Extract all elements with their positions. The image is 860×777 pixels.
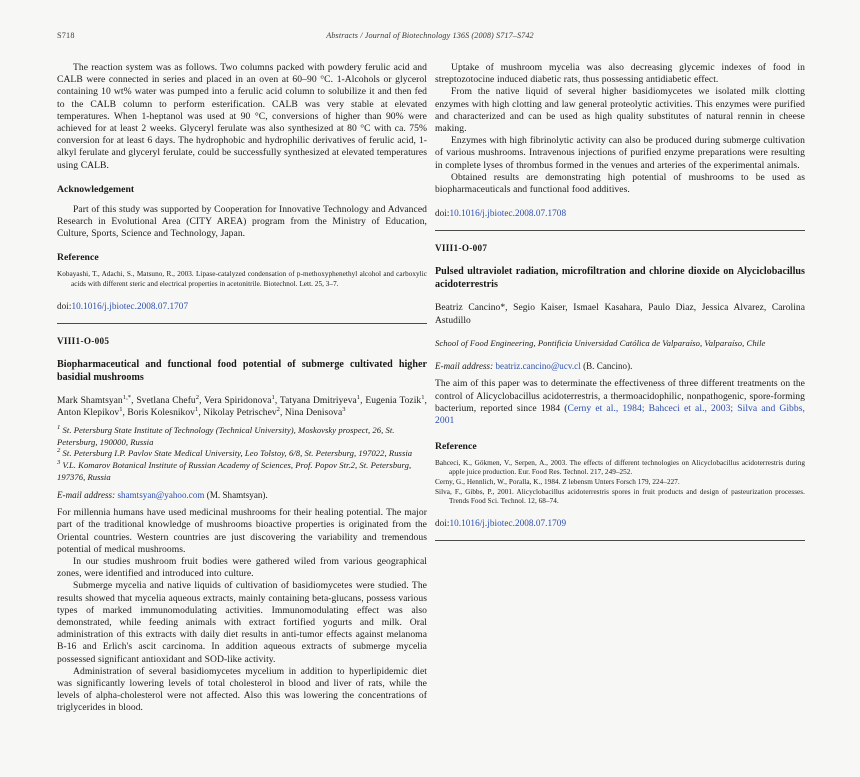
continued-paragraph: Enzymes with high fibrinolytic activity can also be produced during submerge cultivation of various mushrooms. Intravenous injections of purified enzyme preparations were resulting in complete lyses of thrombus formed in the venues and arteries of the experimental animals.: [435, 135, 805, 171]
inline-citation[interactable]: Cerny et al., 1984; Bahceci et al., 2003; Silva and Gibbs, 2001: [435, 402, 805, 427]
author-list: Mark Shamtsyan$^{1,*}$, Svetlana Chefu$^2$, Vera Spiridonova$^1$, Tatyana Dmitriyeva$^1$, Eugenia Tozik$^1$, Anton Klepikov$^1$, Boris Kolesnikov$^1$, Nikolay Petrischev$^2$, Nina Denisova$^3$: [57, 393, 427, 418]
affil-marker: 1: [57, 424, 61, 432]
reference-list: [435, 459, 805, 505]
email-address-link[interactable]: beatriz.cancino@ucv.cl: [495, 361, 581, 372]
acknowledgement-heading: Acknowledgement: [57, 183, 135, 195]
affil-marker: 1,*: [122, 393, 132, 401]
body-segment: The aim of this paper was to determinate the effectiveness of three different treatments on the control of Alicyclobacillus acidoterrestris, a thermoacidophilic, nonpathogenic, spore-forming bacterium, reported since 1984 (: [435, 378, 805, 414]
abstract-title: Biopharmaceutical and functional food potential of submerge cultivated higher basidial mushrooms: [57, 358, 427, 383]
doi-line: [435, 207, 805, 219]
reference-item: Bahceci, K., Gökmen, V., Serpen, A., 2003. The effects of different technologies on Alicyclobacillus acidoterrestris during apple juice production. Eur. Food Res. Technol. 217, 249–252.: [435, 459, 805, 477]
affil-marker: 1: [194, 405, 199, 413]
email-owner: (M. Shamtsyan).: [206, 490, 268, 501]
email-address-link[interactable]: shamtsyan@yahoo.com: [117, 490, 205, 501]
affiliation-item: $^3$ V.L. Komarov Botanical Institute of Russian Academy of Sciences, Prof. Popov Str.2, St. Petersburg, 197376, Russia: [57, 459, 412, 482]
doi-label: doi:: [435, 517, 450, 528]
affiliation-item: $^1$ St. Petersburg State Institute of Technology (Technical University), Moskovsky prospect, 26, St. Petersburg, 190000, Russia: [57, 424, 395, 447]
reference-item: Silva, F., Gibbs, P., 2001. Alicyclobacillus acidoterrestris spores in fruit products and design of pasteurization processes. Trends Food Sci. Technol. 12, 68–74.: [435, 487, 805, 505]
abstract-id: VIII1-O-005: [57, 335, 110, 346]
reference-heading: Reference: [57, 252, 99, 264]
email-line: [57, 489, 427, 501]
author-list: Beatriz Cancino*, Segio Kaiser, Ismael Kasahara, Paulo Diaz, Jessica Alvarez, Carolina Astudillo: [435, 303, 805, 326]
affil-marker: 1: [356, 393, 361, 401]
affil-marker: 3: [342, 405, 346, 413]
doi-label: doi:: [57, 300, 72, 311]
email-line: [435, 360, 805, 372]
reference-list: [57, 270, 427, 288]
doi-link[interactable]: 10.1016/j.jbiotec.2008.07.1708: [449, 208, 567, 219]
affil-marker: 2: [276, 405, 280, 413]
right-column: [435, 62, 805, 541]
continued-paragraph: Obtained results are demonstrating high potential of mushrooms to be used as biopharmaceuticals and functional food additives.: [435, 171, 805, 196]
email-owner: (B. Cancino).: [583, 361, 633, 372]
affil-marker: 1: [271, 393, 275, 401]
page-folio: S718: [57, 31, 75, 40]
reference-item: Kobayashi, T., Adachi, S., Matsuno, R., 2003. Lipase-catalyzed condensation of p-methoxyphenethyl alcohol and carboxylic acids with different steric and electrical properties in acetonitrile. Biotechnol. Lett. 25, 3–7.: [57, 270, 427, 288]
doi-label: doi:: [435, 208, 450, 219]
reference-heading: Reference: [435, 441, 477, 453]
doi-line: [435, 517, 805, 529]
email-label: E-mail address:: [57, 490, 116, 501]
doi-link[interactable]: 10.1016/j.jbiotec.2008.07.1707: [71, 300, 189, 311]
affiliation-list: [57, 425, 427, 483]
affiliation-item: School of Food Engineering, Pontificia Universidad Católica de Valparaíso, Valparaíso, Chile: [435, 337, 766, 348]
affil-marker: 3: [57, 459, 61, 467]
section-divider: [435, 540, 805, 541]
doi-link[interactable]: 10.1016/j.jbiotec.2008.07.1709: [449, 517, 567, 528]
abstract-id: VIII1-O-007: [435, 243, 488, 254]
running-head: [57, 31, 803, 45]
continued-paragraph: The reaction system was as follows. Two columns packed with powdery ferulic acid and CALB were connected in series and placed in an oven at 60–90 °C. 1-Alcohols or glycerol containing 10 wt% water was pumped into a ferulic acid column to solubilize it and then fed to the CALB column to perform esterification. CALB was very stable at elevated temperatures. When 1-heptanol was used at 90 °C, conversions of higher than 90% were achieved for at least 2 weeks. Glyceryl ferulate was also synthesized at 80 °C with ca. 75% conversion for at least 6 days. The hydrophobic and hydrophilic derivatives of ferulic acid, 1-alkyl ferulate and glyceryl ferulate, could be successfully synthesized at elevated temperatures using CALB.: [57, 62, 427, 171]
affil-marker: 1: [119, 405, 123, 413]
continued-paragraph: Uptake of mushroom mycelia was also decreasing glycemic indexes of food in streptozotocine induced diabetic rats, thus possessing antidiabetic effect.: [435, 62, 805, 86]
doi-line: [57, 300, 427, 312]
abstract-body: [435, 378, 805, 427]
two-column-body: [57, 62, 805, 762]
left-column: [57, 62, 427, 715]
affil-marker: 2: [57, 447, 61, 455]
continued-paragraph: From the native liquid of several higher basidiomycetes we isolated milk clotting enzymes with high clotting and law general proteolytic activities. This enzymes were purified and characterized and can be used as high quality substitutes of natural rennin in cheese making.: [435, 86, 805, 135]
acknowledgement-text: Part of this study was supported by Cooperation for Innovative Technology and Advanced Research in Evolutional Area (CITY AREA) program from the Ministry of Education, Culture, Sports, Science and Technology, Japan.: [57, 203, 427, 240]
affiliation-item: $^2$ St. Petersburg I.P. Pavlov State Medical University, Leo Tolstoy, 6/8, St. Petersburg, 197022, Russia: [57, 447, 413, 459]
reference-item: Cerny, G., Hennlich, W., Poralla, K., 1984. Z lebensm Unters Forsch 179, 224–227.: [435, 477, 680, 486]
abstract-paragraph: Administration of several basidiomycetes mycelium in addition to hyperlipidemic diet was significantly lowering levels of total cholesterol in blood and liver of rats, while the levels of alpha-cholesterol were not affected. Also this was lowering the concentrations of triglycerides in blood.: [57, 665, 427, 714]
abstract-title: Pulsed ultraviolet radiation, microfiltration and chlorine dioxide on Alyciclobacillus acidoterrestris: [435, 266, 805, 291]
abstract-paragraph: Submerge mycelia and native liquids of cultivation of basidiomycetes were studied. The results showed that mycelia aqueous extracts, mainly containing beta-glucans, possess various types of marked immunomodulating activities. Immunomodulating effect was also demonstrated, while feeding animals with extract fortified yogurts and milk. Oral administration of this extracts with daily diet results in anti-tumor effects against melanoma B-16 and Erlich's ascit carcinoma. In addition aqueous extracts of submerge mycelia possessed significant antioxidant and SOD-like activity.: [57, 580, 427, 665]
affil-marker: 1: [421, 393, 425, 401]
affil-marker: 2: [195, 393, 200, 401]
abstract-paragraph: For millennia humans have used medicinal mushrooms for their healing potential. The major part of the traditional knowledge of mushrooms bioactive properties is originated from the Oriental countries. Western countries are just discovering the variability and tremendous potential of medical mushrooms.: [57, 507, 427, 555]
email-label: E-mail address:: [435, 361, 494, 372]
journal-citation: Abstracts / Journal of Biotechnology 136S (2008) S717–S742: [326, 31, 534, 40]
abstract-paragraph: In our studies mushroom fruit bodies were gathered wiled from various geographical zones, were identified and introduced into culture.: [57, 556, 427, 580]
